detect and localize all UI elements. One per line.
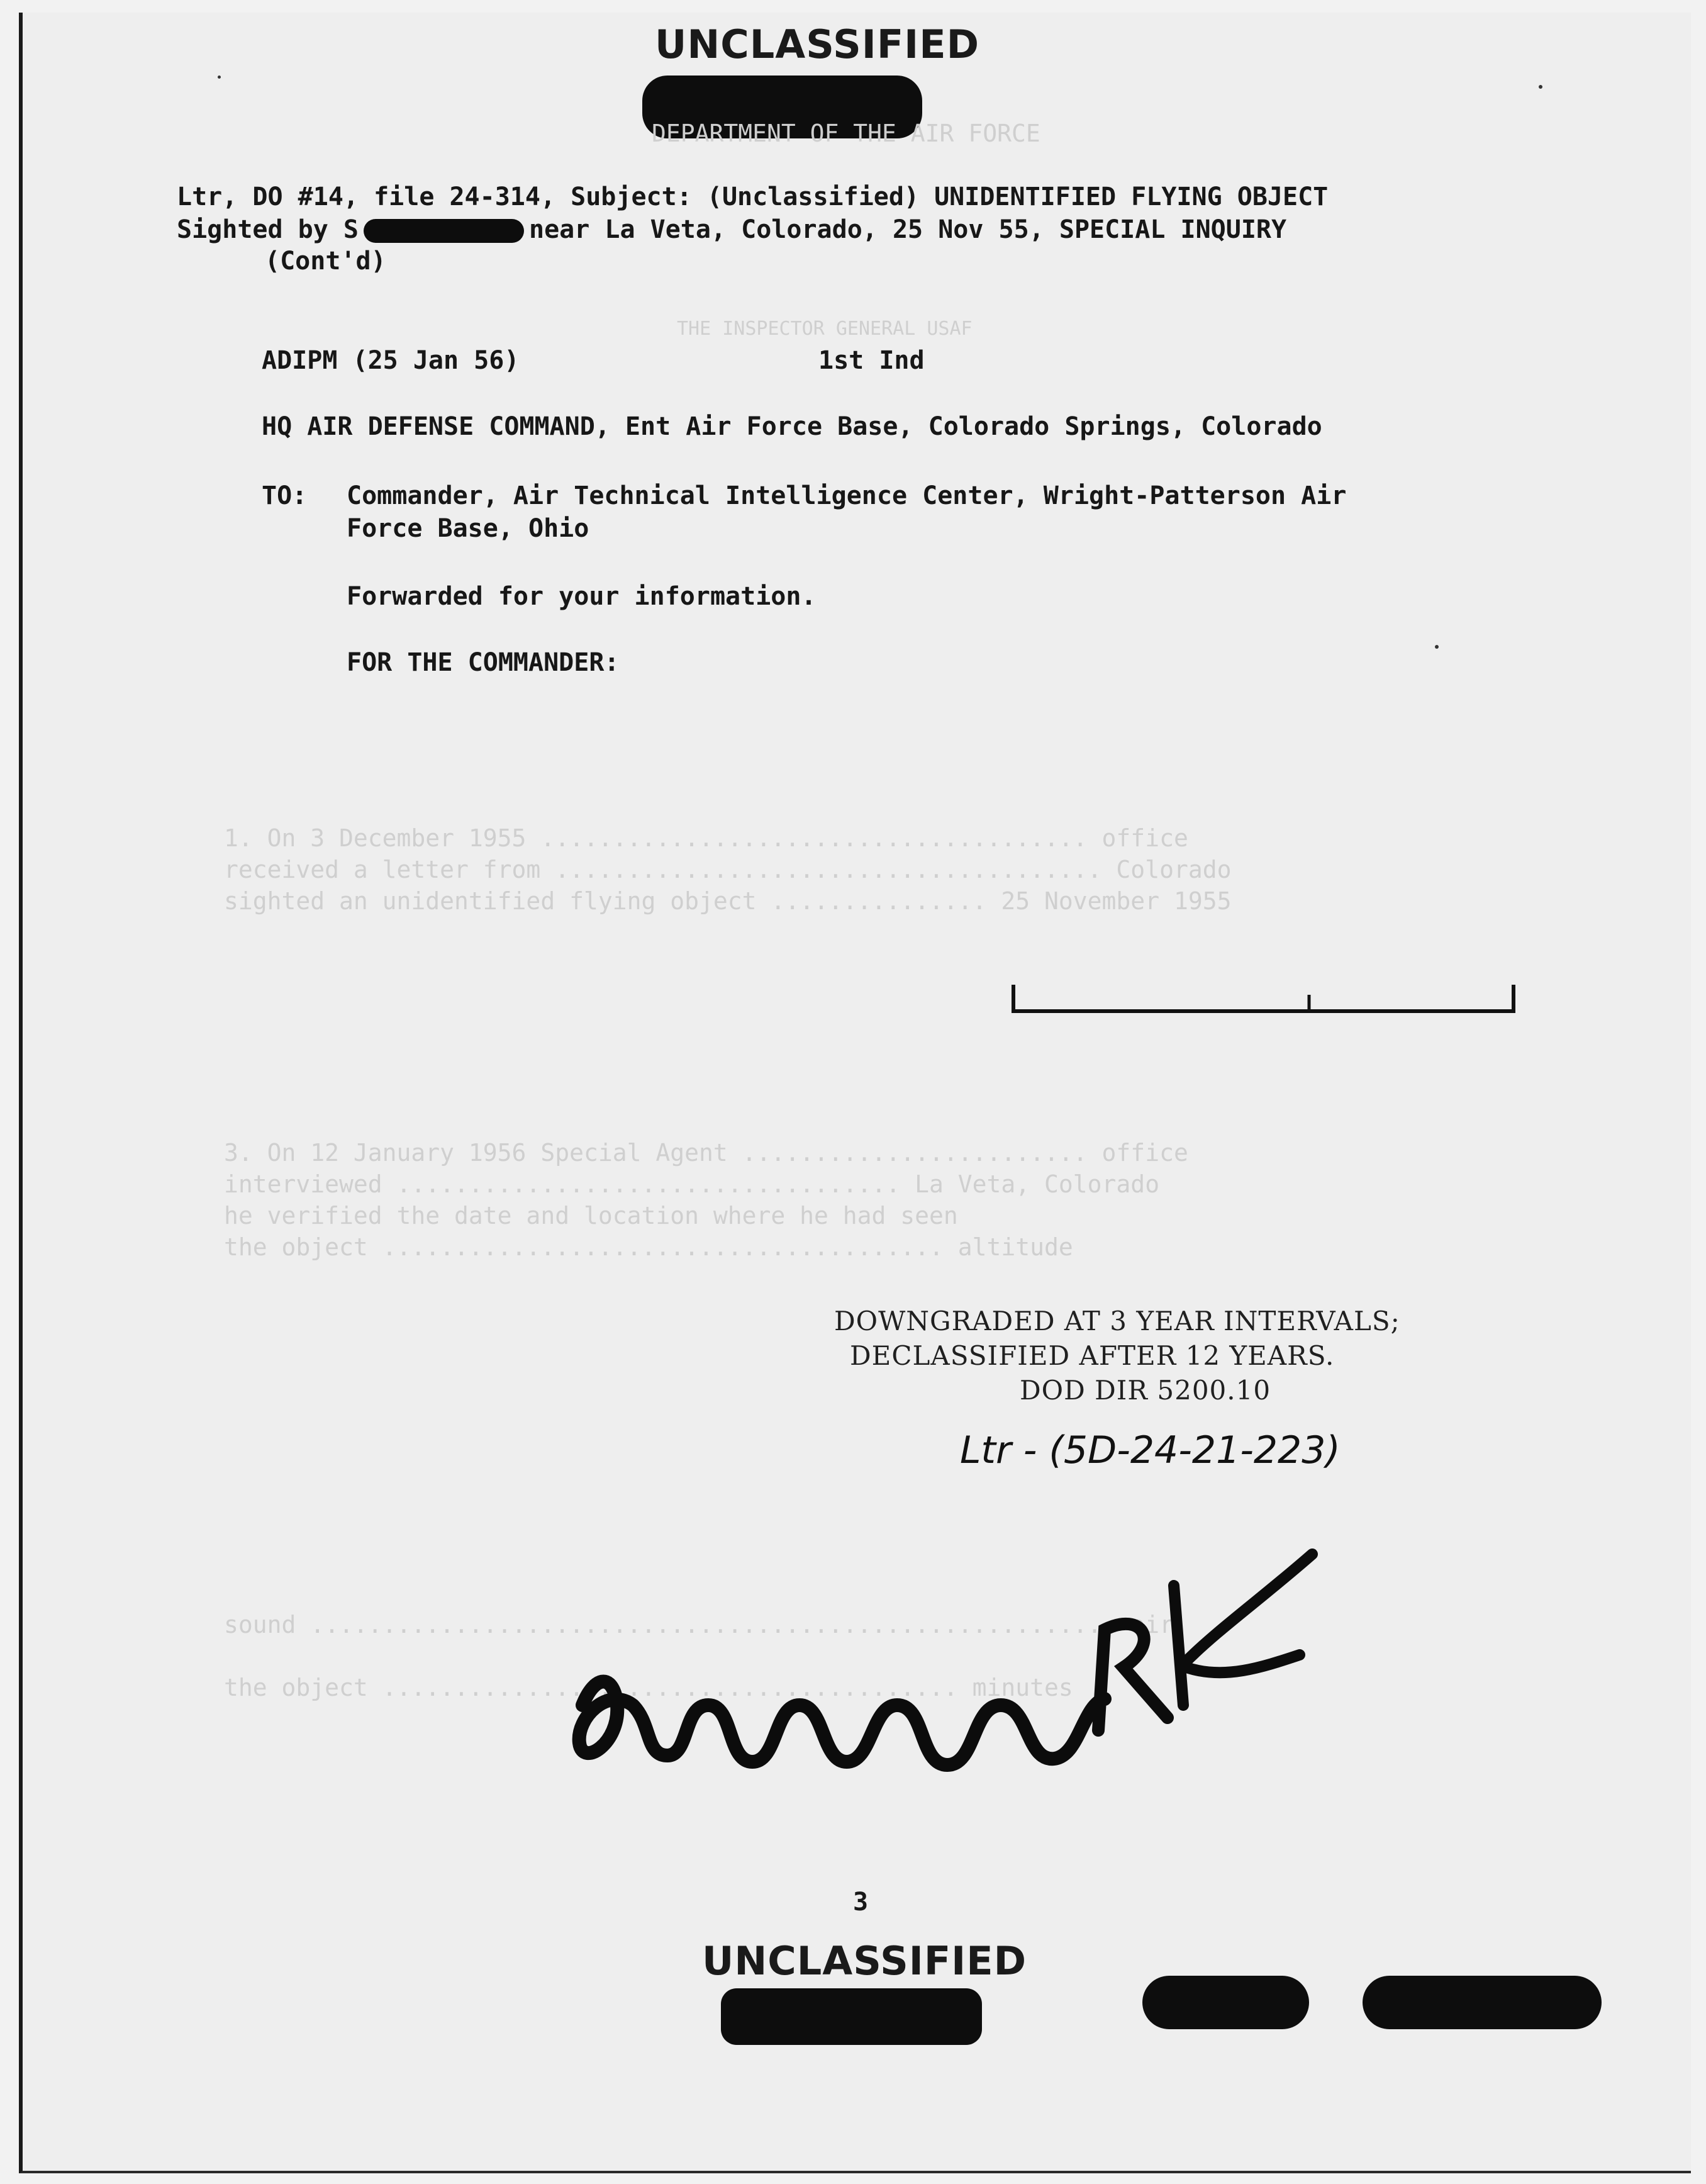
classification-top: UNCLASSIFIED	[655, 21, 980, 67]
subject-line-2	[177, 215, 1286, 244]
redaction-bar	[1142, 1976, 1309, 2029]
subject-line-1: Ltr, DO #14, file 24-314, Subject: (Unclassified) UNIDENTIFIED FLYING OBJECT	[177, 182, 1329, 211]
bleed-through-text: the object ....................................... altitude	[224, 1233, 1073, 1261]
document-page	[19, 13, 1691, 2173]
speck	[1539, 85, 1542, 89]
bleed-through-text: sound ........................................................ air	[224, 1611, 1174, 1638]
page-number: 3	[853, 1888, 869, 1917]
signature-scrawl	[557, 1516, 1375, 1818]
bleed-through-text: received a letter from ...................................... Colorado	[224, 856, 1232, 883]
office-date: ADIPM (25 Jan 56)	[262, 346, 520, 375]
indorsement-number: 1st Ind	[818, 346, 925, 375]
speck	[1435, 645, 1439, 649]
subject-line-2-prefix: Sighted by S	[177, 215, 359, 244]
subject-line-3: (Cont'd)	[265, 247, 386, 276]
classification-bottom: UNCLASSIFIED	[702, 1938, 1027, 1984]
handwritten-reference: Ltr - (5D-24-21-223)	[960, 1428, 1341, 1472]
downgrade-line-2: DECLASSIFIED AFTER 12 YEARS.	[850, 1340, 1335, 1371]
to-label: TO:	[262, 481, 308, 510]
redaction-bar	[1363, 1976, 1602, 2029]
bleed-through-text: THE INSPECTOR GENERAL USAF	[677, 318, 973, 340]
subject-line-2-suffix: near La Veta, Colorado, 25 Nov 55, SPECIAL INQUIRY	[528, 215, 1287, 244]
downgrade-line-3: DOD DIR 5200.10	[1020, 1375, 1271, 1406]
redacted-name	[364, 219, 524, 243]
bleed-through-text: 1. On 3 December 1955 ...................................... office	[224, 824, 1188, 852]
bleed-through-text: 3. On 12 January 1956 Special Agent ........................ office	[224, 1139, 1188, 1167]
bleed-through-text: interviewed ................................... La Veta, Colorado	[224, 1170, 1160, 1198]
signature-bracket	[1007, 972, 1554, 1029]
redaction-bar	[721, 1988, 982, 2045]
body-text: Forwarded for your information.	[347, 582, 817, 611]
bleed-through-text: the object ........................................ minutes	[224, 1674, 1073, 1701]
to-line-2: Force Base, Ohio	[347, 514, 589, 543]
speck	[218, 76, 221, 79]
to-line-1: Commander, Air Technical Intelligence Center, Wright-Patterson Air	[347, 481, 1347, 510]
downgrade-line-1: DOWNGRADED AT 3 YEAR INTERVALS;	[834, 1306, 1400, 1336]
bleed-through-text: sighted an unidentified flying object ............... 25 November 1955	[224, 887, 1232, 915]
closing-line: FOR THE COMMANDER:	[347, 648, 620, 677]
from-line: HQ AIR DEFENSE COMMAND, Ent Air Force Base, Colorado Springs, Colorado	[262, 412, 1322, 441]
bleed-through-text: DEPARTMENT OF THE AIR FORCE	[652, 120, 1040, 147]
bleed-through-text: he verified the date and location where he had seen	[224, 1202, 958, 1229]
